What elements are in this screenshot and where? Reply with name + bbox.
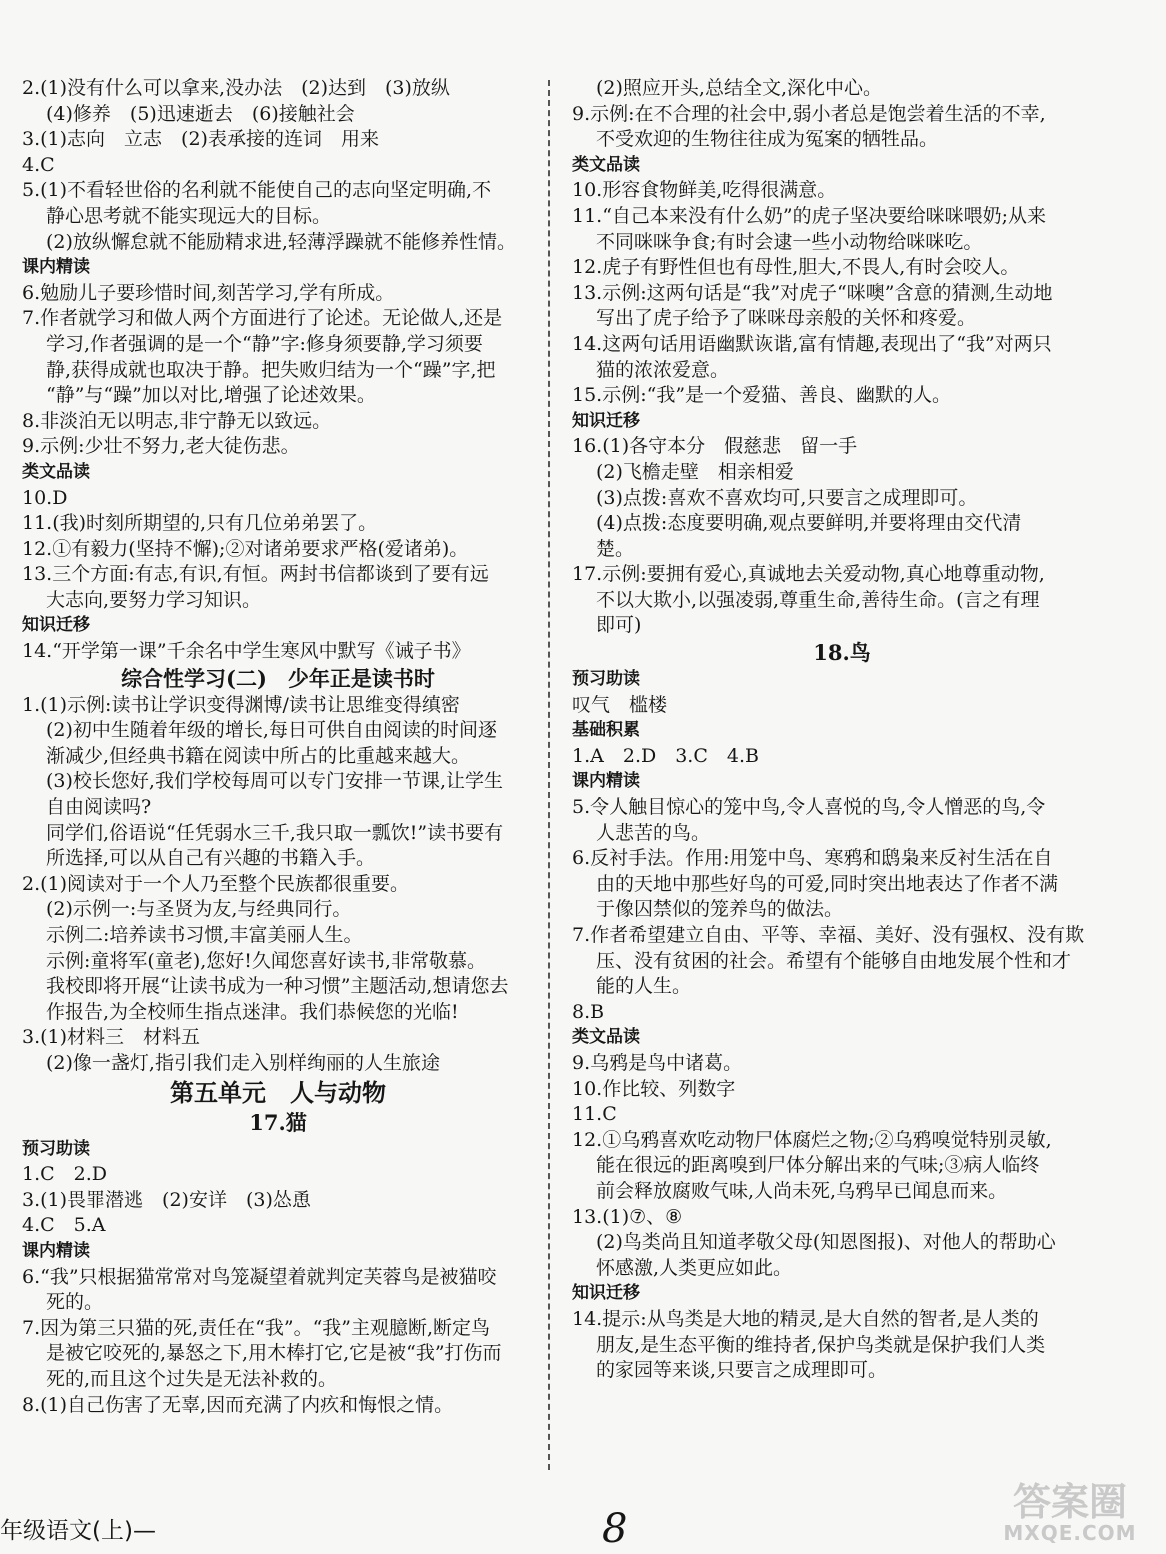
answer-line-continued: 渐减少,但经典书籍在阅读中所占的比重越来越大。 [46, 744, 471, 767]
answer-line-continued: 示例二:培养读书习惯,丰富美丽人生。 [46, 924, 363, 946]
answer-line: 13.示例:这两句话是“我”对虎子“咪噢”含意的猜测,生动地 [572, 281, 1053, 304]
answer-line: 5.令人触目惊心的笼中鸟,令人喜悦的鸟,令人憎恶的鸟,令 [572, 796, 1046, 819]
answer-line-continued: 写出了虎子给予了咪咪母亲般的关怀和疼爱。 [596, 307, 977, 330]
answer-line-continued: 压、没有贫困的社会。希望有个能够自由地发展个性和才 [596, 949, 1072, 972]
answer-line-continued: (3)校长您好,我们学校每周可以专门安排一节课,让学生 [46, 770, 503, 793]
section-heading: 知识迁移 [572, 410, 640, 431]
section-heading: 类文品读 [22, 461, 90, 482]
answer-line: 1.(1)示例:读书让学识变得渊博/读书让思维变得缜密 [22, 693, 460, 716]
answer-line: 2.(1)没有什么可以拿来,没办法 (2)达到 (3)放纵 [22, 77, 450, 99]
answer-line: 6.勉励儿子要珍惜时间,刻苦学习,学有所成。 [22, 281, 395, 304]
answer-line-continued: 由的天地中那些好鸟的可爱,同时突出地表达了作者不满 [596, 872, 1059, 895]
answer-line-continued: 我校即将开展“让读书成为一种习惯”主题活动,想请您去 [46, 975, 509, 998]
answer-line: 10.D [22, 486, 68, 509]
answer-line: 13.三个方面:有志,有识,有恒。两封书信都谈到了要有远 [22, 563, 489, 586]
answer-line: 4.C [22, 153, 55, 176]
answer-line: 12.虎子有野性但也有母性,胆大,不畏人,有时会咬人。 [572, 256, 1020, 279]
answer-line-continued: 能的人生。 [596, 975, 692, 998]
answer-line: 17.示例:要拥有爱心,真诚地去关爱动物,真心地尊重动物, [572, 563, 1045, 586]
answer-line: 9.示例:少壮不努力,老大徒伤悲。 [22, 435, 300, 458]
answer-line: 7.作者希望建立自由、平等、幸福、美好、没有强权、没有欺 [572, 924, 1085, 946]
answer-line: 11.(我)时刻所期望的,只有几位弟弟罢了。 [22, 512, 378, 535]
page-number: 8 [602, 1506, 628, 1552]
answer-line-continued: 于像囚禁似的笼养鸟的做法。 [596, 898, 844, 921]
answer-line: 7.因为第三只猫的死,责任在“我”。“我”主观臆断,断定鸟 [22, 1316, 491, 1339]
section-heading: 课内精读 [572, 771, 640, 792]
answer-line-continued: 示例:童将军(童老),您好!久闻您喜好读书,非常敬慕。 [46, 949, 486, 972]
answer-line: 16.(1)各守本分 假慈悲 留一手 [572, 435, 858, 458]
answer-line-continued: 作报告,为全校师生指点迷津。我们恭候您的光临! [46, 1000, 459, 1023]
answer-line-continued: (4)点拨:态度要明确,观点要鲜明,并要将理由交代清 [596, 512, 1022, 535]
watermark-logo [990, 1482, 1150, 1546]
watermark-title: 答案圈 [1012, 1480, 1127, 1524]
answer-line: 12.①有毅力(坚持不懈);②对诸弟要求严格(爱诸弟)。 [22, 537, 469, 560]
answer-line: 6.反衬手法。作用:用笼中鸟、寒鸦和鸱枭来反衬生活在自 [572, 847, 1053, 870]
answer-line-continued: 的家园等来谈,只要言之成理即可。 [596, 1359, 888, 1382]
answer-line-continued: 所选择,可以从自己有兴趣的书籍入手。 [46, 847, 376, 870]
answer-line: 3.(1)志向 立志 (2)表承接的连词 用来 [22, 128, 379, 151]
answer-line-continued: 不以大欺小,以强凌弱,尊重生命,善待生命。(言之有理 [596, 588, 1040, 611]
answer-line-continued: 能在很远的距离嗅到尸体分解出来的气味;③病人临终 [596, 1154, 1040, 1177]
answer-line-continued: 怀感激,人类更应如此。 [596, 1256, 793, 1279]
answer-line: 1.A 2.D 3.C 4.B [572, 744, 759, 767]
answer-line: 8.(1)自己伤害了无辜,因而充满了内疚和悔恨之情。 [22, 1393, 454, 1416]
answer-line: 3.(1)畏罪潜逃 (2)安详 (3)怂恿 [22, 1188, 311, 1211]
answer-line: 6.“我”只根据猫常常对鸟笼凝望着就判定芙蓉鸟是被猫咬 [22, 1265, 497, 1288]
answer-line: 8.非淡泊无以明志,非宁静无以致远。 [22, 409, 332, 432]
answer-line-continued: 朋友,是生态平衡的维持者,保护鸟类就是保护我们人类 [596, 1333, 1046, 1356]
answer-line: 9.乌鸦是鸟中诸葛。 [572, 1051, 743, 1074]
answer-line: 15.示例:“我”是一个爱猫、善良、幽默的人。 [572, 384, 952, 407]
answer-line-continued: 前会释放腐败气味,人尚未死,乌鸦早已闻息而来。 [596, 1179, 1008, 1202]
answer-line-continued: 即可) [596, 614, 642, 637]
watermark-url: MXQE.COM [1003, 1521, 1137, 1545]
section-heading: 课内精读 [22, 257, 90, 278]
answer-line: 10.形容食物鲜美,吃得很满意。 [572, 179, 837, 202]
answer-line-continued: 不受欢迎的生物往往成为冤案的牺牲品。 [596, 128, 939, 151]
column-divider [548, 80, 550, 1470]
answer-line: 9.示例:在不合理的社会中,弱小者总是饱尝着生活的不幸, [572, 102, 1046, 125]
lesson-title: 17.猫 [249, 1109, 307, 1135]
left-answer-column [22, 76, 534, 1418]
section-heading: 课内精读 [22, 1240, 90, 1261]
lesson-title: 综合性学习(二) 少年正是读书时 [121, 665, 435, 691]
answer-line-continued: (2)像一盏灯,指引我们走入别样绚丽的人生旅途 [46, 1051, 440, 1074]
answer-line-continued: 学习,作者强调的是一个“静”字:修身须要静,学习须要 [46, 332, 483, 355]
answer-line-continued: (3)点拨:喜欢不喜欢均可,只要言之成理即可。 [596, 486, 978, 509]
answer-line-continued: 静心思考就不能实现远大的目标。 [46, 204, 332, 227]
answer-line-continued: 死的。 [46, 1291, 104, 1314]
answer-line: 11.C [572, 1103, 617, 1126]
section-heading: 知识迁移 [22, 615, 90, 636]
answer-line-continued: 楚。 [596, 537, 635, 560]
section-heading: 类文品读 [572, 1027, 640, 1048]
answer-line: 3.(1)材料三 材料五 [22, 1026, 201, 1049]
answer-line: 14.“开学第一课”千余名中学生寒风中默写《诫子书》 [22, 640, 471, 663]
section-heading: 基础积累 [572, 720, 640, 741]
answer-line-continued: 自由阅读吗? [46, 796, 152, 819]
answer-line-continued: (2)飞檐走壁 相亲相爱 [596, 460, 794, 483]
section-heading: 预习助读 [22, 1138, 90, 1159]
answer-line: 14.提示:从鸟类是大地的精灵,是大自然的智者,是人类的 [572, 1307, 1039, 1330]
answer-line: 12.①乌鸦喜欢吃动物尸体腐烂之物;②乌鸦嗅觉特别灵敏, [572, 1128, 1052, 1151]
answer-line: 叹气 槛楼 [572, 693, 668, 716]
answer-line: 7.作者就学习和做人两个方面进行了论述。无论做人,还是 [22, 307, 503, 330]
answer-line: 2.(1)阅读对于一个人乃至整个民族都很重要。 [22, 872, 410, 895]
answer-line-continued: 静,获得成就也取决于静。把失败归结为一个“躁”字,把 [46, 358, 496, 381]
answer-line: 13.(1)⑦、⑧ [572, 1205, 683, 1228]
answer-line: 8.B [572, 1000, 605, 1023]
answer-line: 10.作比较、列数字 [572, 1077, 736, 1100]
answer-line-continued: 是被它咬死的,暴怒之下,用木棒打它,它是被“我”打伤而 [46, 1342, 502, 1365]
answer-line: 11.“自己本来没有什么奶”的虎子坚决要给咪咪喂奶;从来 [572, 204, 1047, 227]
answer-line-continued: (2)照应开头,总结全文,深化中心。 [596, 77, 882, 99]
unit-title: 第五单元 人与动物 [170, 1077, 386, 1107]
answer-line: 5.(1)不看轻世俗的名利就不能使自己的志向坚定明确,不 [22, 179, 492, 202]
answer-line-continued: 大志向,要努力学习知识。 [46, 588, 262, 611]
section-heading: 预习助读 [572, 669, 640, 690]
answer-line-continued: (2)初中生随着年级的增长,每日可供自由阅读的时间逐 [46, 719, 497, 742]
answer-line-continued: 人悲苦的鸟。 [596, 821, 711, 844]
right-answer-column [572, 76, 1112, 1384]
answer-line: 1.C 2.D [22, 1163, 108, 1186]
answer-line: 14.这两句话用语幽默诙谐,富有情趣,表现出了“我”对两只 [572, 332, 1052, 355]
answer-line-continued: (4)修养 (5)迅速逝去 (6)接触社会 [46, 102, 355, 125]
answer-line-continued: 死的,而且这个过失是无法补救的。 [46, 1367, 338, 1390]
answer-line-continued: 同学们,俗语说“任凭弱水三千,我只取一瓢饮!”读书要有 [46, 821, 504, 844]
answer-line-continued: (2)放纵懈怠就不能励精求进,轻薄浮躁就不能修养性情。 [46, 230, 516, 253]
section-heading: 类文品读 [572, 154, 640, 175]
answer-line-continued: (2)示例一:与圣贤为友,与经典同行。 [46, 898, 352, 921]
footer-grade-subject: 年级语文(上)— [0, 1518, 156, 1544]
answer-line-continued: (2)鸟类尚且知道孝敬父母(知恩图报)、对他人的帮助心 [596, 1231, 1056, 1254]
answer-line-continued: 猫的浓浓爱意。 [596, 358, 730, 381]
answer-line-continued: 不同咪咪争食;有时会逮一些小动物给咪咪吃。 [596, 230, 983, 253]
answer-line: 4.C 5.A [22, 1214, 106, 1237]
section-heading: 知识迁移 [572, 1283, 640, 1304]
lesson-title: 18.鸟 [813, 640, 871, 666]
answer-line-continued: “静”与“躁”加以对比,增强了论述效果。 [46, 384, 376, 407]
